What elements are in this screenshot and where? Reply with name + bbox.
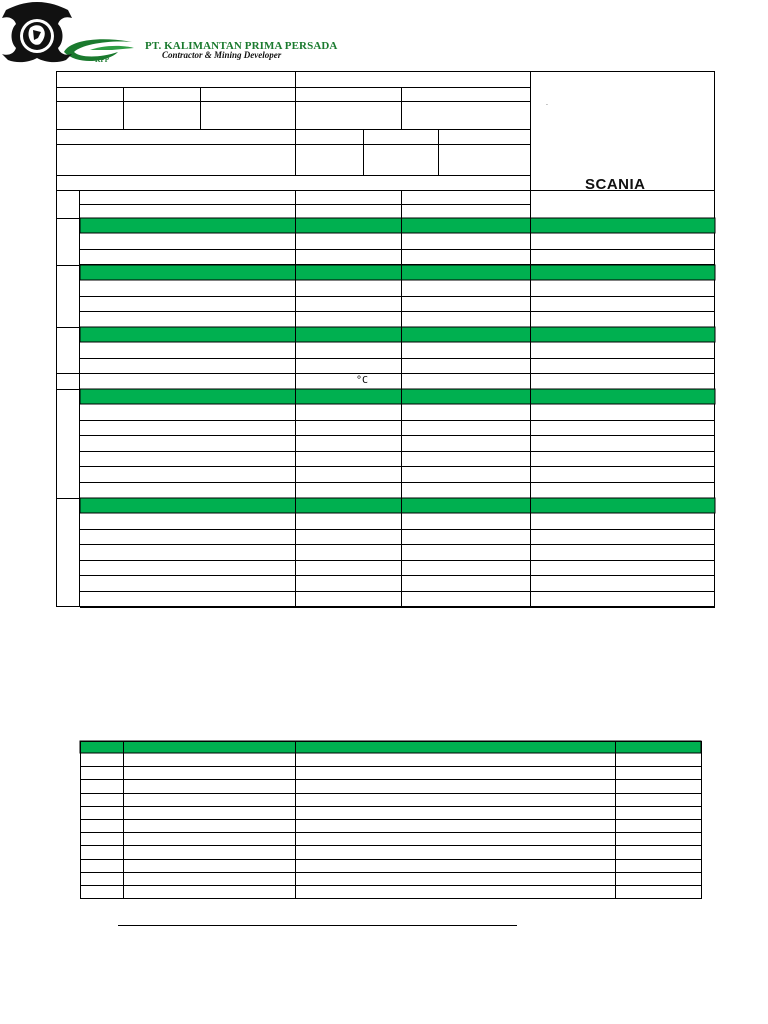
scania-wordmark: SCANIA: [585, 176, 646, 193]
temperature-unit-label: °C: [356, 375, 369, 386]
section-header-band: [80, 498, 715, 513]
form-sections: [56, 218, 715, 608]
signature-line: [118, 925, 517, 926]
section-header-band: [80, 389, 715, 404]
section-header-band: [80, 265, 715, 280]
section-header-band: [80, 218, 715, 233]
company-tagline: Contractor & Mining Developer: [162, 50, 282, 60]
log-table-header: [80, 741, 701, 753]
company-initials: KPP: [95, 56, 109, 64]
section-header-band: [80, 327, 715, 342]
log-table-border: [81, 742, 702, 899]
company-name: PT. KALIMANTAN PRIMA PERSADA: [145, 40, 338, 52]
header-dot: .: [546, 100, 548, 107]
log-table: [80, 741, 702, 899]
scania-griffin-emblem-icon: [0, 0, 74, 64]
